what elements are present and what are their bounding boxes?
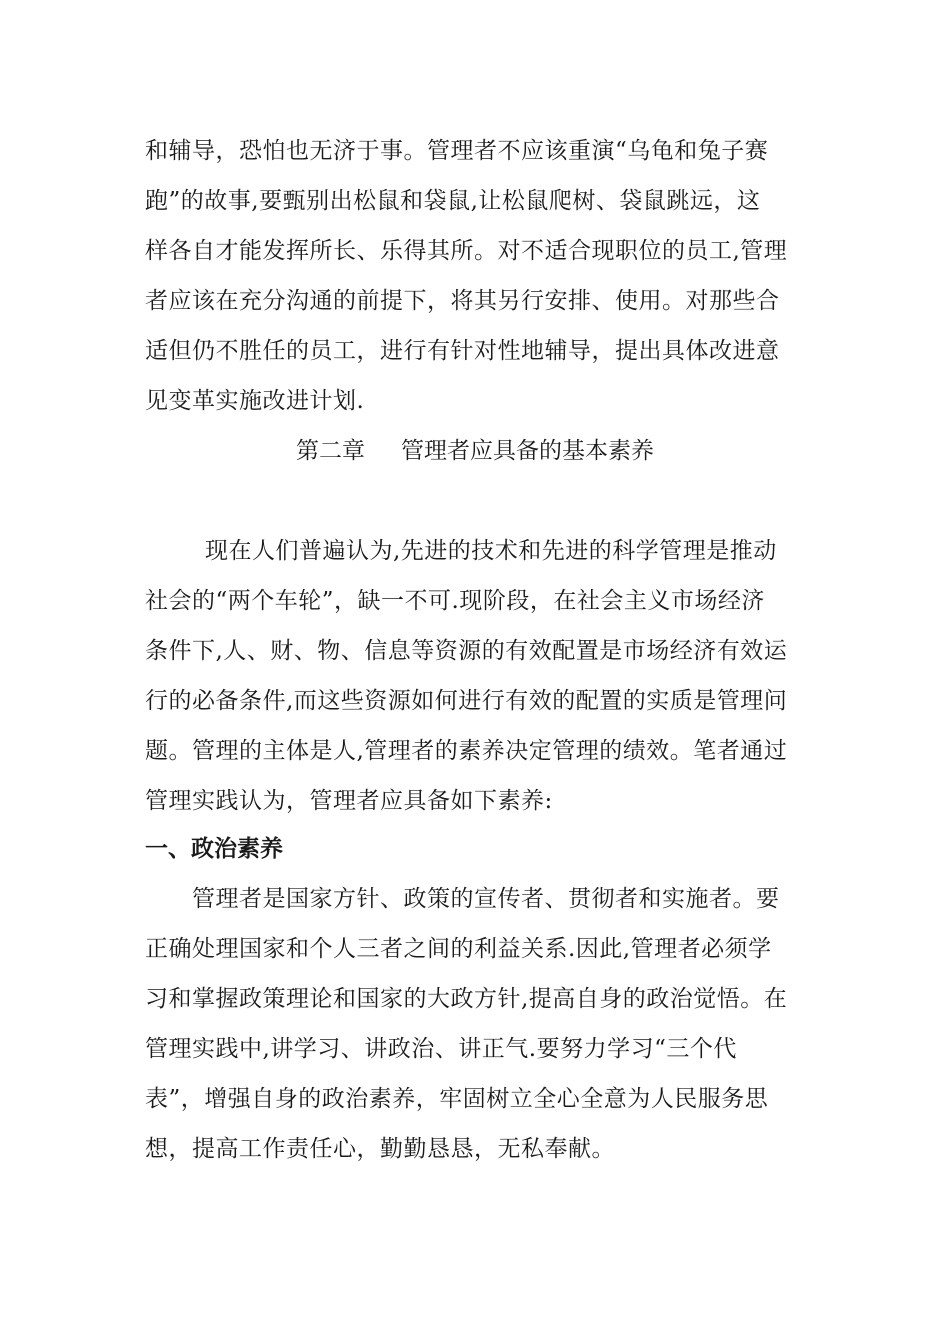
- text-line: 适但仍不胜任的员工，进行有针对性地辅导，提出具体改进意: [145, 338, 780, 364]
- text-line: 社会的“两个车轮”，缺一不可.现阶段，在社会主义市场经济: [145, 588, 765, 614]
- text-line: 管理实践认为，管理者应具备如下素养:: [145, 788, 553, 814]
- text-line: 管理者是国家方针、政策的宣传者、贯彻者和实施者。要: [192, 886, 780, 912]
- text-line: 条件下,人、财、物、信息等资源的有效配置是市场经济有效运: [145, 638, 788, 664]
- text-line: 现在人们普遍认为,先进的技术和先进的科学管理是推动: [205, 538, 777, 564]
- text-line: 表”，增强自身的政治素养，牢固树立全心全意为人民服务思: [145, 1086, 769, 1112]
- text-line: 正确处理国家和个人三者之间的利益关系.因此,管理者必须学: [145, 936, 772, 962]
- text-line: 跑”的故事,要甄别出松鼠和袋鼠,让松鼠爬树、袋鼠跳远，这: [145, 188, 761, 214]
- chapter-number: 第二章: [296, 438, 365, 464]
- text-line: 管理实践中,讲学习、讲政治、讲正气.要努力学习“三个代: [145, 1036, 737, 1062]
- text-line: 样各自才能发挥所长、乐得其所。对不适合现职位的员工,管理: [145, 238, 788, 264]
- section-heading: 一、政治素养: [145, 836, 283, 862]
- text-line: 题。管理的主体是人,管理者的素养决定管理的绩效。笔者通过: [145, 738, 788, 764]
- text-line: 和辅导，恐怕也无济于事。管理者不应该重演“乌龟和兔子赛: [145, 138, 769, 164]
- text-line: 习和掌握政策理论和国家的大政方针,提高自身的政治觉悟。在: [145, 986, 788, 1012]
- text-line: 想，提高工作责任心，勤勤恳恳，无私奉献。: [145, 1136, 615, 1162]
- text-line: 者应该在充分沟通的前提下，将其另行安排、使用。对那些合: [145, 288, 780, 314]
- text-line: 行的必备条件,而这些资源如何进行有效的配置的实质是管理问: [145, 688, 788, 714]
- text-line: 见变革实施改进计划.: [145, 388, 365, 414]
- chapter-name: 管理者应具备的基本素养: [401, 438, 654, 464]
- chapter-title: [0, 436, 950, 466]
